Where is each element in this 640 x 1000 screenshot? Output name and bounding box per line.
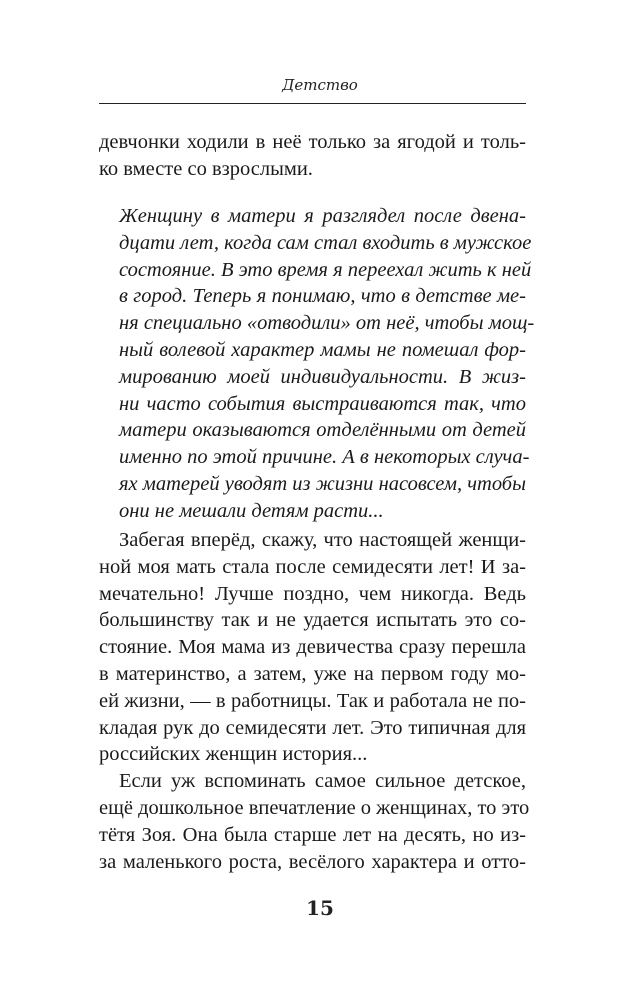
paragraph-line: Если уж вспоминать самое сильное детское,	[119, 770, 526, 793]
quote-line: в город. Теперь я понимаю, что в детстве ме-	[119, 285, 526, 308]
paragraph-line: ной моя мать стала после семидесяти лет! И за-	[99, 555, 526, 578]
quote-line: состояние. В это время я переехал жить к ней	[119, 258, 532, 281]
paragraph-line: стояние. Моя мама из девичества сразу перешла	[99, 636, 526, 659]
header-rule	[99, 103, 526, 104]
body-text	[99, 527, 530, 875]
text-line: ко вместе со взрослыми.	[99, 157, 313, 180]
quote-line: ный волевой характер мамы не помешал фор-	[119, 338, 526, 361]
quote-line: дцати лет, когда сам стал входить в мужское	[119, 231, 532, 254]
paragraph-line: большинству так и не удается испытать это со-	[99, 609, 526, 632]
quote-line: матери оказываются отделёнными от детей	[119, 419, 526, 442]
paragraph-line: кладая рук до семидесяти лет. Это типичная для	[99, 716, 526, 739]
quote-line: ни часто события выстраиваются так, что	[119, 392, 526, 415]
quote-line: они не мешали детям расти...	[119, 499, 384, 522]
paragraph-line: за маленького роста, весёлого характера и отто-	[99, 850, 526, 873]
running-header: Детство	[282, 76, 358, 94]
paragraph-line: в материнство, а затем, уже на первом году мо-	[99, 662, 526, 685]
intro-text	[99, 129, 526, 183]
text-line: девчонки ходили в неё только за ягодой и толь-	[99, 131, 526, 153]
page-number: 15	[306, 896, 334, 920]
quote-line: ях матерей уводят из жизни насовсем, чтобы	[119, 472, 526, 495]
paragraph-line: российских женщин история...	[99, 743, 368, 766]
quote-line: именно по этой причине. А в некоторых случа-	[119, 446, 530, 469]
paragraph-line: ещё дошкольное впечатление о женщинах, то это	[99, 796, 530, 819]
quote-line: Женщину в матери я разглядел после двена-	[119, 205, 526, 227]
quote-line: ня специально «отводили» от неё, чтобы мощ-	[119, 312, 535, 335]
italic-quote	[119, 203, 535, 525]
quote-line: мированию моей индивидуальности. В жиз-	[119, 365, 526, 388]
paragraph-line: Забегая вперёд, скажу, что настоящей женщи-	[119, 529, 526, 551]
paragraph-line: ей жизни, — в работницы. Так и работала не по-	[99, 689, 526, 712]
paragraph-line: тётя Зоя. Она была старше лет на десять, но из-	[99, 823, 526, 846]
paragraph-line: мечательно! Лучше поздно, чем никогда. Ведь	[99, 582, 526, 605]
